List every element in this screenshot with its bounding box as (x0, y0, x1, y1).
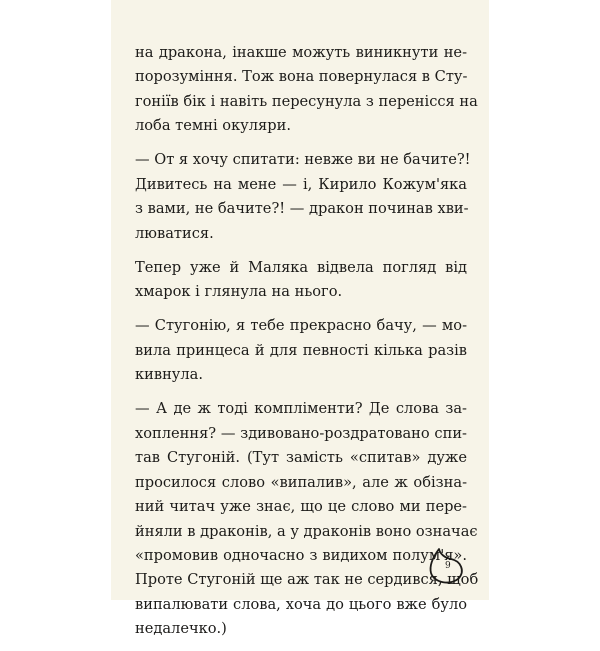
page-text (135, 41, 479, 651)
text-line: «промовив одночасно з видихом полум'я». (135, 546, 467, 564)
text-line: кивнула. (135, 366, 203, 384)
paragraph-2 (135, 148, 471, 246)
text-line: Проте Стугоній ще аж так не сердився, щоб (135, 571, 479, 589)
text-line: хмарок і глянула на нього. (135, 283, 343, 301)
page-number: 9 (445, 561, 451, 571)
text-line: Тепер уже й Маляка відвела погляд від (135, 258, 467, 276)
text-line: ний читач уже знає, що це слово ми пере- (135, 498, 467, 516)
text-line: недалечко.) (135, 620, 227, 638)
text-line: з вами, не бачите?! — дракон починав хви- (135, 200, 469, 218)
text-line: на дракона, інакше можуть виникнути не- (135, 44, 467, 61)
paragraph-5 (135, 397, 479, 641)
text-line: йняли в драконів, а у драконів воно означає (135, 522, 478, 540)
text-line: люватися. (135, 224, 214, 242)
paragraph-1 (135, 41, 478, 139)
text-line: — А де ж тоді компліменти? Де слова за- (135, 400, 467, 418)
text-line: просилося слово «випалив», але ж обізна- (135, 473, 467, 491)
text-line: випалювати слова, хоча до цього вже було (135, 595, 467, 613)
text-line: — От я хочу спитати: невже ви не бачите?! (135, 151, 471, 169)
text-line: — Стугонію, я тебе прекрасно бачу, — мо- (135, 317, 467, 335)
text-line: Дивитесь на мене — і, Кирило Кожум'яка (135, 175, 467, 193)
page-number-ornament (425, 545, 467, 587)
text-line: хоплення? — здивовано-роздратовано спи- (135, 424, 467, 442)
text-line: порозуміння. Тож вона повернулася в Сту- (135, 68, 468, 86)
text-line: лоба темні окуляри. (135, 117, 291, 135)
paragraph-3 (135, 256, 467, 305)
paragraph-4 (135, 314, 467, 387)
text-line: гоніїв бік і навіть пересунула з перенісся на (135, 92, 478, 110)
text-line: вила принцеса й для певності кілька разів (135, 341, 467, 359)
text-line: тав Стугоній. (Тут замість «спитав» дуже (135, 449, 467, 467)
